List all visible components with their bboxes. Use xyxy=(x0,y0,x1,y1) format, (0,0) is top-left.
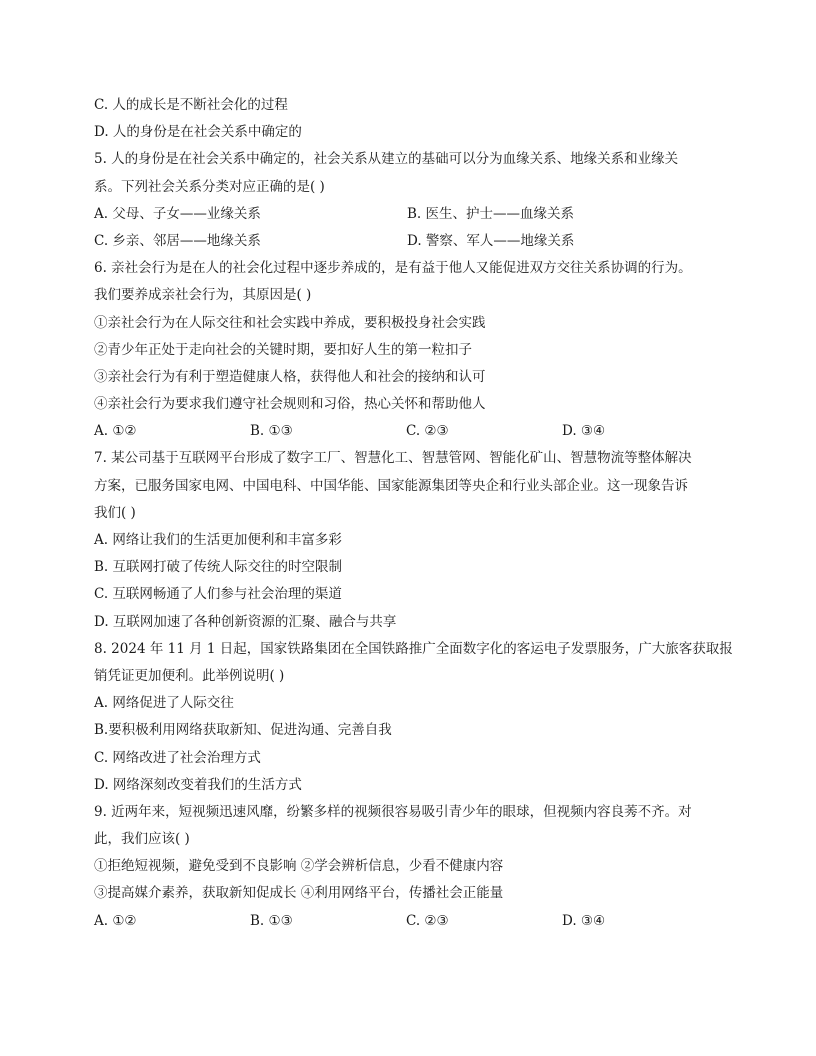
q8-option-c: C. 网络改进了社会治理方式 xyxy=(94,749,261,766)
q5-option-c: C. 乡亲、邻居——地缘关系 xyxy=(94,232,261,249)
q7-option-b: B. 互联网打破了传统人际交往的时空限制 xyxy=(94,559,343,576)
question-7 xyxy=(94,445,724,635)
q4-option-c: C. 人的成长是不断社会化的过程 xyxy=(94,97,288,113)
q6-options-row xyxy=(94,418,724,445)
question-6 xyxy=(94,255,724,445)
q6-option-d: D. ③④ xyxy=(562,423,606,440)
q6-statement-3: ③亲社会行为有利于塑造健康人格，获得他人和社会的接纳和认可 xyxy=(94,368,486,385)
q5-options-row-1 xyxy=(94,201,724,228)
q6-statement-4: ④亲社会行为要求我们遵守社会规则和习俗，热心关怀和帮助他人 xyxy=(94,396,486,413)
q9-stem-line-2: 此，我们应该( ) xyxy=(94,831,190,848)
q6-stem-line-1: 6. 亲社会行为是在人的社会化过程中逐步养成的，是有益于他人又能促进双方交往关系协调的行为。 xyxy=(94,260,692,277)
q6-option-b: B. ①③ xyxy=(250,423,293,440)
question-5 xyxy=(94,146,724,255)
q9-option-b: B. ①③ xyxy=(250,912,293,929)
q5-options-row-2 xyxy=(94,228,724,255)
q7-option-c: C. 互联网畅通了人们参与社会治理的渠道 xyxy=(94,586,342,603)
q5-option-d: D. 警察、军人——地缘关系 xyxy=(407,232,575,249)
q7-stem-line-3: 我们( ) xyxy=(94,504,136,521)
q6-option-a: A. ①② xyxy=(94,423,137,440)
q7-stem-line-2: 方案，已服务国家电网、中国电科、中国华能、国家能源集团等央企和行业头部企业。这一现象告诉 xyxy=(94,477,688,494)
q8-option-a: A. 网络促进了人际交往 xyxy=(94,695,234,712)
q6-option-c: C. ②③ xyxy=(406,423,449,440)
q8-stem-line-2: 销凭证更加便利。此举例说明( ) xyxy=(94,667,285,684)
q9-option-c: C. ②③ xyxy=(406,912,449,929)
q9-options-row xyxy=(94,908,724,935)
q9-option-a: A. ①② xyxy=(94,912,137,929)
q9-statements-line-2: ③提高媒介素养，获取新知促成长 ④利用网络平台，传播社会正能量 xyxy=(94,885,504,902)
q6-statement-1: ①亲社会行为在人际交往和社会实践中养成，要积极投身社会实践 xyxy=(94,314,486,331)
q8-option-b: B.要积极利用网络获取新知、促进沟通、完善自我 xyxy=(94,722,392,739)
q7-stem-line-1: 7. 某公司基于互联网平台形成了数字工厂、智慧化工、智慧管网、智能化矿山、智慧物流等整体解决 xyxy=(94,450,692,467)
q4-option-d: D. 人的身份是在社会关系中确定的 xyxy=(94,124,302,141)
exam-page xyxy=(94,92,733,935)
q6-stem-line-2: 我们要养成亲社会行为，其原因是( ) xyxy=(94,287,312,304)
q5-stem-line-2: 系。下列社会关系分类对应正确的是( ) xyxy=(94,178,325,195)
q9-stem-line-1: 9. 近两年来，短视频迅速风靡，纷繁多样的视频很容易吸引青少年的眼球，但视频内容良莠不齐。对 xyxy=(94,803,692,820)
q9-option-d: D. ③④ xyxy=(562,912,606,929)
question-9 xyxy=(94,799,724,935)
q8-option-d: D. 网络深刻改变着我们的生活方式 xyxy=(94,776,302,793)
q7-option-a: A. 网络让我们的生活更加便利和丰富多彩 xyxy=(94,532,342,548)
q6-statement-2: ②青少年正处于走向社会的关键时期，要扣好人生的第一粒扣子 xyxy=(94,341,472,358)
q8-stem-line-1: 8. 2024 年 11 月 1 日起，国家铁路集团在全国铁路推广全面数字化的客运电子发票服务，广大旅客获取报 xyxy=(94,640,733,657)
q7-option-d: D. 互联网加速了各种创新资源的汇聚、融合与共享 xyxy=(94,613,397,630)
q5-option-a: A. 父母、子女——业缘关系 xyxy=(94,205,261,222)
q5-option-b: B. 医生、护士——血缘关系 xyxy=(407,205,575,222)
q5-stem-line-1: 5. 人的身份是在社会关系中确定的，社会关系从建立的基础可以分为血缘关系、地缘关系和业缘关 xyxy=(94,151,679,168)
question-8 xyxy=(94,636,733,799)
q9-statements-line-1: ①拒绝短视频，避免受到不良影响 ②学会辨析信息，少看不健康内容 xyxy=(94,858,504,875)
